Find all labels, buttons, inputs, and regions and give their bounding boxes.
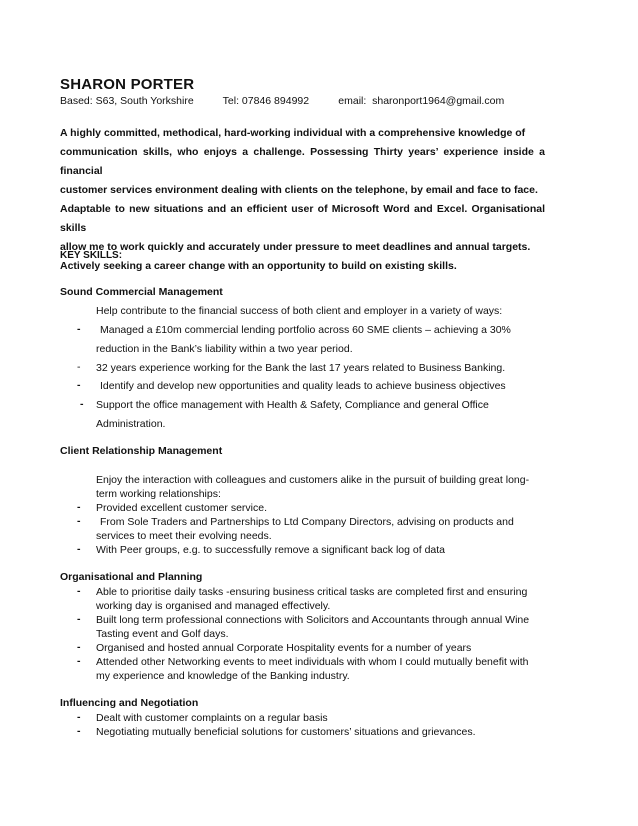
list-item: 32 years experience working for the Bank the last 17 years related to Business Banking. <box>96 362 506 374</box>
list-item-continued: reduction in the Bank’s liability within a two year period. <box>96 343 353 355</box>
list-item: Dealt with customer complaints on a regular basis <box>96 712 328 724</box>
summary-line: communication skills, who enjoys a challenge. Possessing Thirty years’ experience inside a financial <box>60 146 545 177</box>
candidate-name: SHARON PORTER <box>60 76 195 93</box>
list-item-continued: my experience and knowledge of the Banking industry. <box>96 670 350 682</box>
list-item: Attended other Networking events to meet individuals with whom I could mutually benefit with <box>96 656 529 668</box>
list-item: Managed a £10m commercial lending portfolio across 60 SME clients – achieving a 30% <box>100 324 511 336</box>
email-text: email: sharonport1964@gmail.com <box>338 95 505 107</box>
bullet-dash: - <box>77 613 81 625</box>
list-item: Able to prioritise daily tasks -ensuring business critical tasks are completed first and ensuring <box>96 586 528 598</box>
list-item-continued: Administration. <box>96 418 166 430</box>
bullet-dash: - <box>77 655 81 667</box>
key-skills-heading: KEY SKILLS: <box>60 250 123 261</box>
list-item: Built long term professional connections with Solicitors and Accountants through annual Wine <box>96 614 530 626</box>
list-item: Support the office management with Health & Safety, Compliance and general Office <box>96 399 489 411</box>
list-item: Organised and hosted annual Corporate Hospitality events for a number of years <box>96 642 472 654</box>
contact-line <box>60 95 504 107</box>
summary-line: A highly committed, methodical, hard-working individual with a comprehensive knowledge of <box>60 127 526 139</box>
bullet-dash: - <box>77 361 81 373</box>
section-heading-client: Client Relationship Management <box>60 445 223 457</box>
section-heading-organisational: Organisational and Planning <box>60 571 203 583</box>
list-item-continued: working day is organised and managed effectively. <box>96 600 331 612</box>
summary-line: allow me to work quickly and accurately under pressure to meet deadlines and annual targets. <box>60 241 531 253</box>
list-item: Provided excellent customer service. <box>96 502 267 514</box>
bullet-dash: - <box>77 379 81 391</box>
summary-line: customer services environment dealing with clients on the telephone, by email and face to face. <box>60 184 538 196</box>
bullet-dash: - <box>77 725 81 737</box>
bullet-dash: - <box>77 711 81 723</box>
summary-line: Adaptable to new situations and an efficient user of Microsoft Word and Excel. Organisational skills <box>60 203 545 234</box>
bullet-dash: - <box>77 515 81 527</box>
bullet-dash: - <box>77 323 81 335</box>
telephone-text: Tel: 07846 894992 <box>222 95 310 107</box>
list-item: Negotiating mutually beneficial solutions for customers’ situations and grievances. <box>96 726 476 738</box>
profile-summary <box>60 124 545 276</box>
summary-line: Actively seeking a career change with an opportunity to build on existing skills. <box>60 260 457 272</box>
bullet-dash: - <box>77 543 81 555</box>
section-intro-continued: term working relationships: <box>96 488 221 500</box>
section-heading-commercial: Sound Commercial Management <box>60 286 223 298</box>
section-heading-influencing: Influencing and Negotiation <box>60 697 199 709</box>
section-intro: Enjoy the interaction with colleagues and customers alike in the pursuit of building great long- <box>96 474 530 486</box>
list-item: From Sole Traders and Partnerships to Ltd Company Directors, advising on products and <box>100 516 514 528</box>
list-item: Identify and develop new opportunities and quality leads to achieve business objectives <box>100 380 506 392</box>
list-item-continued: services to meet their evolving needs. <box>96 530 272 542</box>
list-item: With Peer groups, e.g. to successfully remove a significant back log of data <box>96 544 446 556</box>
bullet-dash: - <box>80 398 84 410</box>
section-intro: Help contribute to the financial success of both client and employer in a variety of ways: <box>96 305 503 317</box>
bullet-dash: - <box>77 585 81 597</box>
bullet-dash: - <box>77 641 81 653</box>
list-item-continued: Tasting event and Golf days. <box>96 628 229 640</box>
bullet-dash: - <box>77 501 81 513</box>
location-text: Based: S63, South Yorkshire <box>60 95 194 107</box>
